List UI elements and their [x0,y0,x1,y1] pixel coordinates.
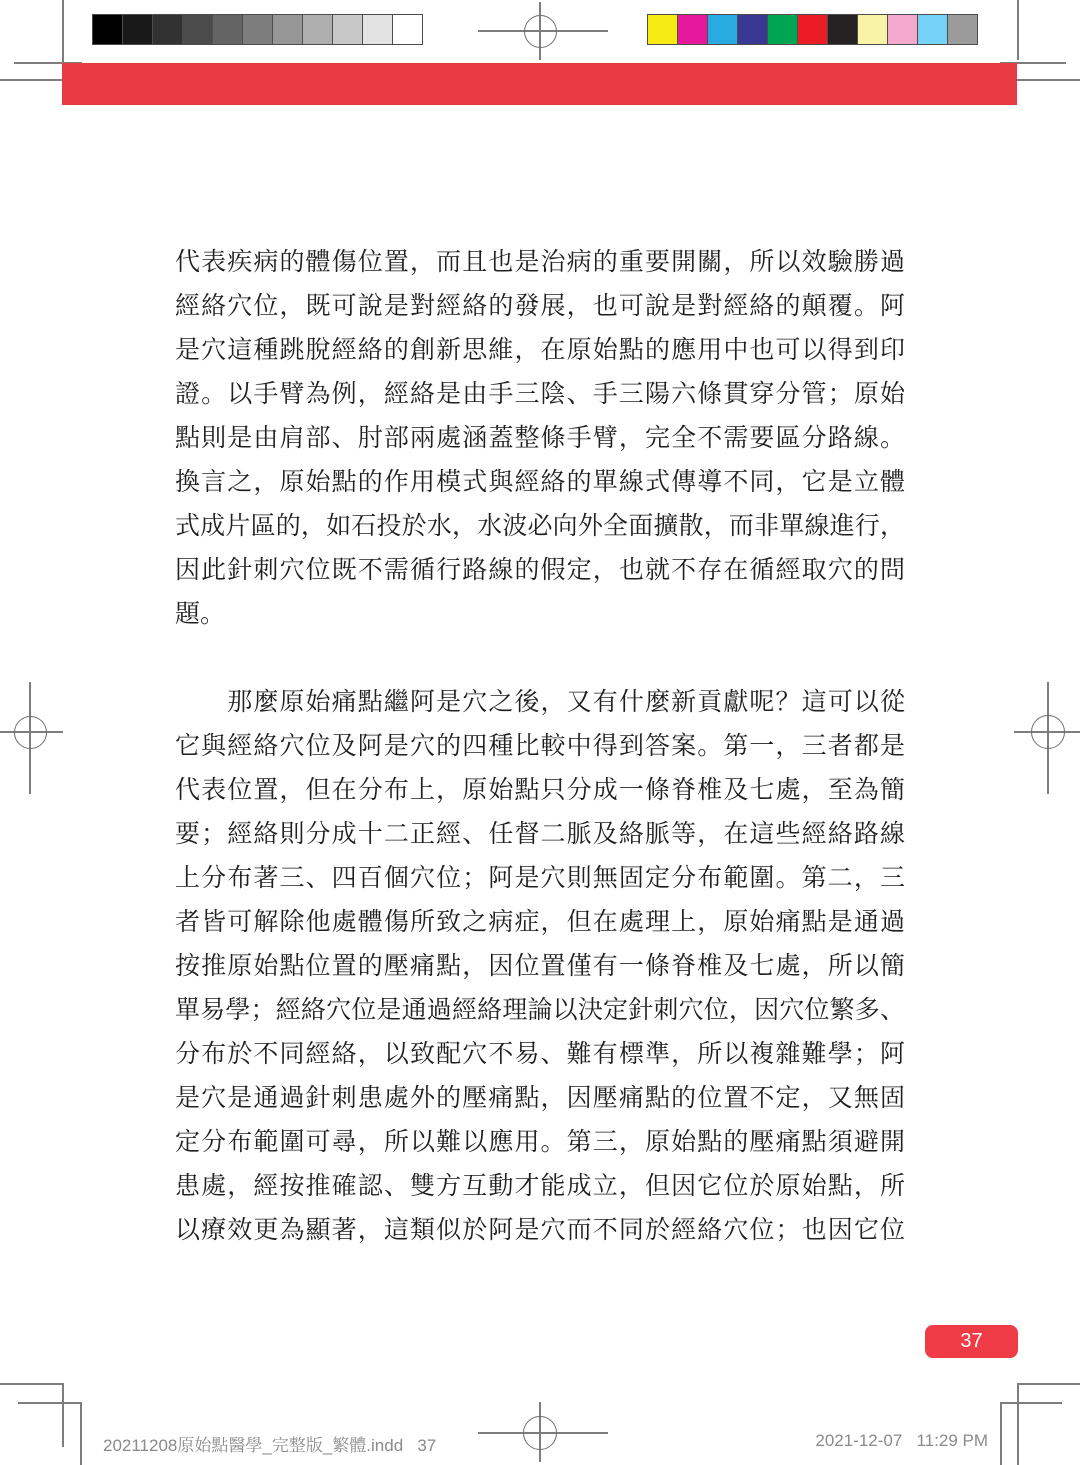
text-line: 那麼原始痛點繼阿是穴之後，又有什麼新貢獻呢？這可以從 [175,688,905,716]
color-swatch [707,14,738,45]
footer-filename: 20211208原始點醫學_完整版_繁體.indd 37 [103,1436,437,1455]
text-line: 經絡穴位，既可說是對經絡的發展，也可說是對經絡的顛覆。阿 [175,292,905,320]
text-line: 單易學；經絡穴位是通過經絡理論以決定針刺穴位，因穴位繁多、 [175,996,905,1024]
color-swatch [887,14,918,45]
text-line: 上分布著三、四百個穴位；阿是穴則無固定分布範圍。第二，三 [175,864,905,892]
grayscale-swatch [212,14,243,45]
text-line: 代表位置，但在分布上，原始點只分成一條脊椎及七處，至為簡 [175,776,905,804]
grayscale-calibration-bar [92,14,423,45]
color-swatch [917,14,948,45]
grayscale-swatch [362,14,393,45]
text-line: 以療效更為顯著，這類似於阿是穴而不同於經絡穴位；也因它位 [175,1216,905,1244]
page-number: 37 [960,1330,983,1352]
text-line: 要；經絡則分成十二正經、任督二脈及絡脈等，在這些經絡路線 [175,820,905,848]
grayscale-swatch [182,14,213,45]
text-line: 定分布範圍可尋，所以難以應用。第三，原始點的壓痛點須避開 [175,1128,905,1156]
color-swatch [827,14,858,45]
color-swatch [677,14,708,45]
text-line: 患處，經按推確認、雙方互動才能成立，但因它位於原始點，所 [175,1172,905,1200]
text-line: 點則是由肩部、肘部兩處涵蓋整條手臂，完全不需要區分路線。 [175,424,905,452]
grayscale-swatch [92,14,123,45]
text-line: 它與經絡穴位及阿是穴的四種比較中得到答案。第一，三者都是 [175,732,905,760]
color-swatch [737,14,768,45]
text-line: 因此針刺穴位既不需循行路線的假定，也就不存在循經取穴的問 [175,556,905,584]
text-line: 證。以手臂為例，經絡是由手三陰、手三陽六條貫穿分管；原始 [175,380,905,408]
color-swatch [647,14,678,45]
grayscale-swatch [332,14,363,45]
grayscale-swatch [242,14,273,45]
page-number-badge [925,1325,1018,1358]
text-line: 按推原始點位置的壓痛點，因位置僅有一條脊椎及七處，所以簡 [175,952,905,980]
text-line: 是穴是通過針刺患處外的壓痛點，因壓痛點的位置不定，又無固 [175,1084,905,1112]
text-line: 分布於不同經絡，以致配穴不易、難有標準，所以複雜難學；阿 [175,1040,905,1068]
text-line: 是穴這種跳脫經絡的創新思維，在原始點的應用中也可以得到印 [175,336,905,364]
color-swatch [857,14,888,45]
color-calibration-bar [647,14,978,45]
body-text [175,240,905,1296]
text-line: 代表疾病的體傷位置，而且也是治病的重要開關，所以效驗勝過 [175,248,905,276]
red-header-banner [62,63,1017,105]
color-swatch [797,14,828,45]
grayscale-swatch [302,14,333,45]
grayscale-swatch [272,14,303,45]
paragraph-2 [175,680,905,1252]
grayscale-swatch [392,14,423,45]
text-line: 換言之，原始點的作用模式與經絡的單線式傳導不同，它是立體 [175,468,905,496]
color-swatch [947,14,978,45]
text-line: 者皆可解除他處體傷所致之病症，但在處理上，原始痛點是通過 [175,908,905,936]
paragraph-1 [175,240,905,636]
grayscale-swatch [152,14,183,45]
text-line: 題。 [175,600,226,628]
footer-timestamp: 2021-12-07 11:29 PM [815,1431,988,1450]
grayscale-swatch [122,14,153,45]
color-swatch [767,14,798,45]
text-line: 式成片區的，如石投於水，水波必向外全面擴散，而非單線進行， [175,512,905,540]
